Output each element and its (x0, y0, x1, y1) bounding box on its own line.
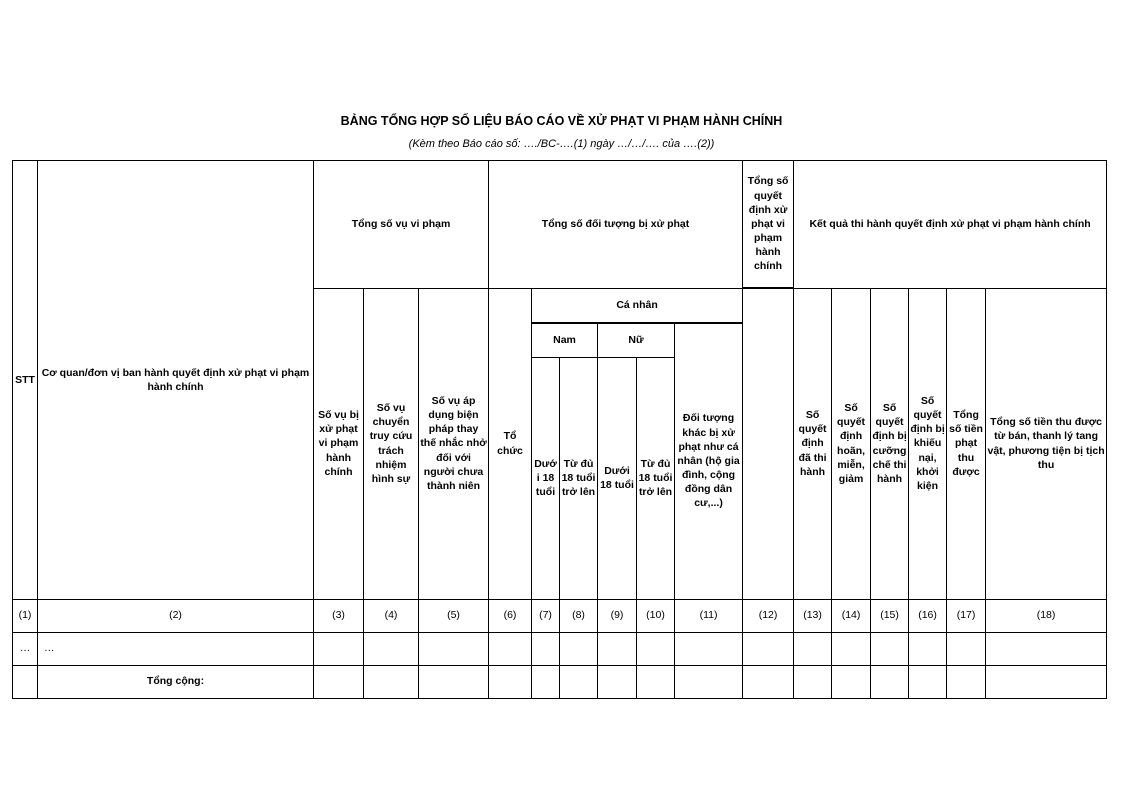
total-row (13, 665, 1107, 698)
data-cell (832, 632, 871, 665)
data-cell (489, 665, 532, 698)
column-number: (4) (364, 599, 419, 632)
header-total-decisions: Tổng số quyết định xử phạt vi phạm hành chính (743, 161, 794, 289)
data-cell (314, 665, 364, 698)
column-number: (13) (794, 599, 832, 632)
header-stt: STT (13, 161, 38, 600)
data-cell (560, 665, 598, 698)
row-agency-cell: … (38, 632, 314, 665)
header-female-over-18: Từ đủ 18 tuổi trở lên (637, 357, 675, 599)
column-number: (16) (909, 599, 947, 632)
data-cell (364, 665, 419, 698)
data-cell (986, 632, 1107, 665)
data-cell (871, 665, 909, 698)
column-number: (7) (532, 599, 560, 632)
header-cases-penalized: Số vụ bị xử phạt vi phạm hành chính (314, 288, 364, 599)
data-cell (637, 665, 675, 698)
header-results: Kết quả thi hành quyết định xử phạt vi phạm hành chính (794, 161, 1107, 289)
header-agency: Cơ quan/đơn vị ban hành quyết định xử phạt vi phạm hành chính (38, 161, 314, 600)
header-decisions-enforced: Số quyết định bị cưỡng chế thi hành (871, 288, 909, 599)
data-cell (947, 665, 986, 698)
row-stt-cell: … (13, 632, 38, 665)
column-number: (2) (38, 599, 314, 632)
header-decisions-blank (743, 288, 794, 599)
data-cell (419, 665, 489, 698)
column-number: (12) (743, 599, 794, 632)
column-number: (9) (598, 599, 637, 632)
column-number: (3) (314, 599, 364, 632)
data-cell (532, 665, 560, 698)
header-decisions-executed: Số quyết định đã thi hành (794, 288, 832, 599)
header-total-cases: Tổng số vụ vi phạm (314, 161, 489, 289)
header-male-under-18: Dưới 18 tuổi (532, 357, 560, 599)
header-female-under-18: Dưới 18 tuổi (598, 357, 637, 599)
header-individual: Cá nhân (532, 288, 743, 323)
total-stt-cell (13, 665, 38, 698)
data-cell (419, 632, 489, 665)
data-cell (743, 665, 794, 698)
data-cell (794, 665, 832, 698)
report-title: BẢNG TỔNG HỢP SỐ LIỆU BÁO CÁO VỀ XỬ PHẠT VI PHẠM HÀNH CHÍNH (340, 114, 783, 128)
report-table (12, 160, 1107, 699)
header-male: Nam (532, 323, 598, 358)
header-cases-minor-measures: Số vụ áp dụng biện pháp thay thế nhắc nhở đối với người chưa thành niên (419, 288, 489, 599)
column-number: (8) (560, 599, 598, 632)
data-cell (489, 632, 532, 665)
column-number-row (13, 599, 1107, 632)
header-male-over-18: Từ đủ 18 tuổi trở lên (560, 357, 598, 599)
data-cell (909, 665, 947, 698)
header-decisions-complained: Số quyết định bị khiếu nại, khởi kiện (909, 288, 947, 599)
header-female: Nữ (598, 323, 675, 358)
data-cell (675, 632, 743, 665)
data-cell (637, 632, 675, 665)
header-total-sales: Tổng số tiền thu được từ bán, thanh lý tang vật, phương tiện bị tịch thu (986, 288, 1107, 599)
data-cell (560, 632, 598, 665)
column-number: (1) (13, 599, 38, 632)
data-cell (986, 665, 1107, 698)
data-cell (743, 632, 794, 665)
column-number: (11) (675, 599, 743, 632)
header-row-1 (13, 161, 1107, 289)
column-number: (14) (832, 599, 871, 632)
header-total-fines: Tổng số tiền phạt thu được (947, 288, 986, 599)
column-number: (17) (947, 599, 986, 632)
header-total-subjects: Tổng số đối tượng bị xử phạt (489, 161, 743, 289)
data-cell (675, 665, 743, 698)
data-cell (794, 632, 832, 665)
data-cell (871, 632, 909, 665)
data-cell (598, 665, 637, 698)
total-label: Tổng cộng: (38, 665, 314, 698)
column-number: (6) (489, 599, 532, 632)
data-cell (832, 665, 871, 698)
data-cell (909, 632, 947, 665)
column-number: (5) (419, 599, 489, 632)
report-subtitle: (Kèm theo Báo cáo số: …./BC-….(1) ngày …/…/…. của ….(2)) (408, 138, 715, 150)
data-cell (598, 632, 637, 665)
column-number: (10) (637, 599, 675, 632)
header-organization: Tổ chức (489, 288, 532, 599)
header-cases-transferred: Số vụ chuyển truy cứu trách nhiệm hình sự (364, 288, 419, 599)
data-cell (314, 632, 364, 665)
header-decisions-postponed: Số quyết định hoãn, miễn, giảm (832, 288, 871, 599)
table-row (13, 632, 1107, 665)
column-number: (15) (871, 599, 909, 632)
data-cell (947, 632, 986, 665)
column-number: (18) (986, 599, 1107, 632)
data-cell (532, 632, 560, 665)
header-other-subjects: Đối tượng khác bị xử phạt như cá nhân (hộ gia đình, cộng đồng dân cư,...) (675, 323, 743, 600)
data-cell (364, 632, 419, 665)
